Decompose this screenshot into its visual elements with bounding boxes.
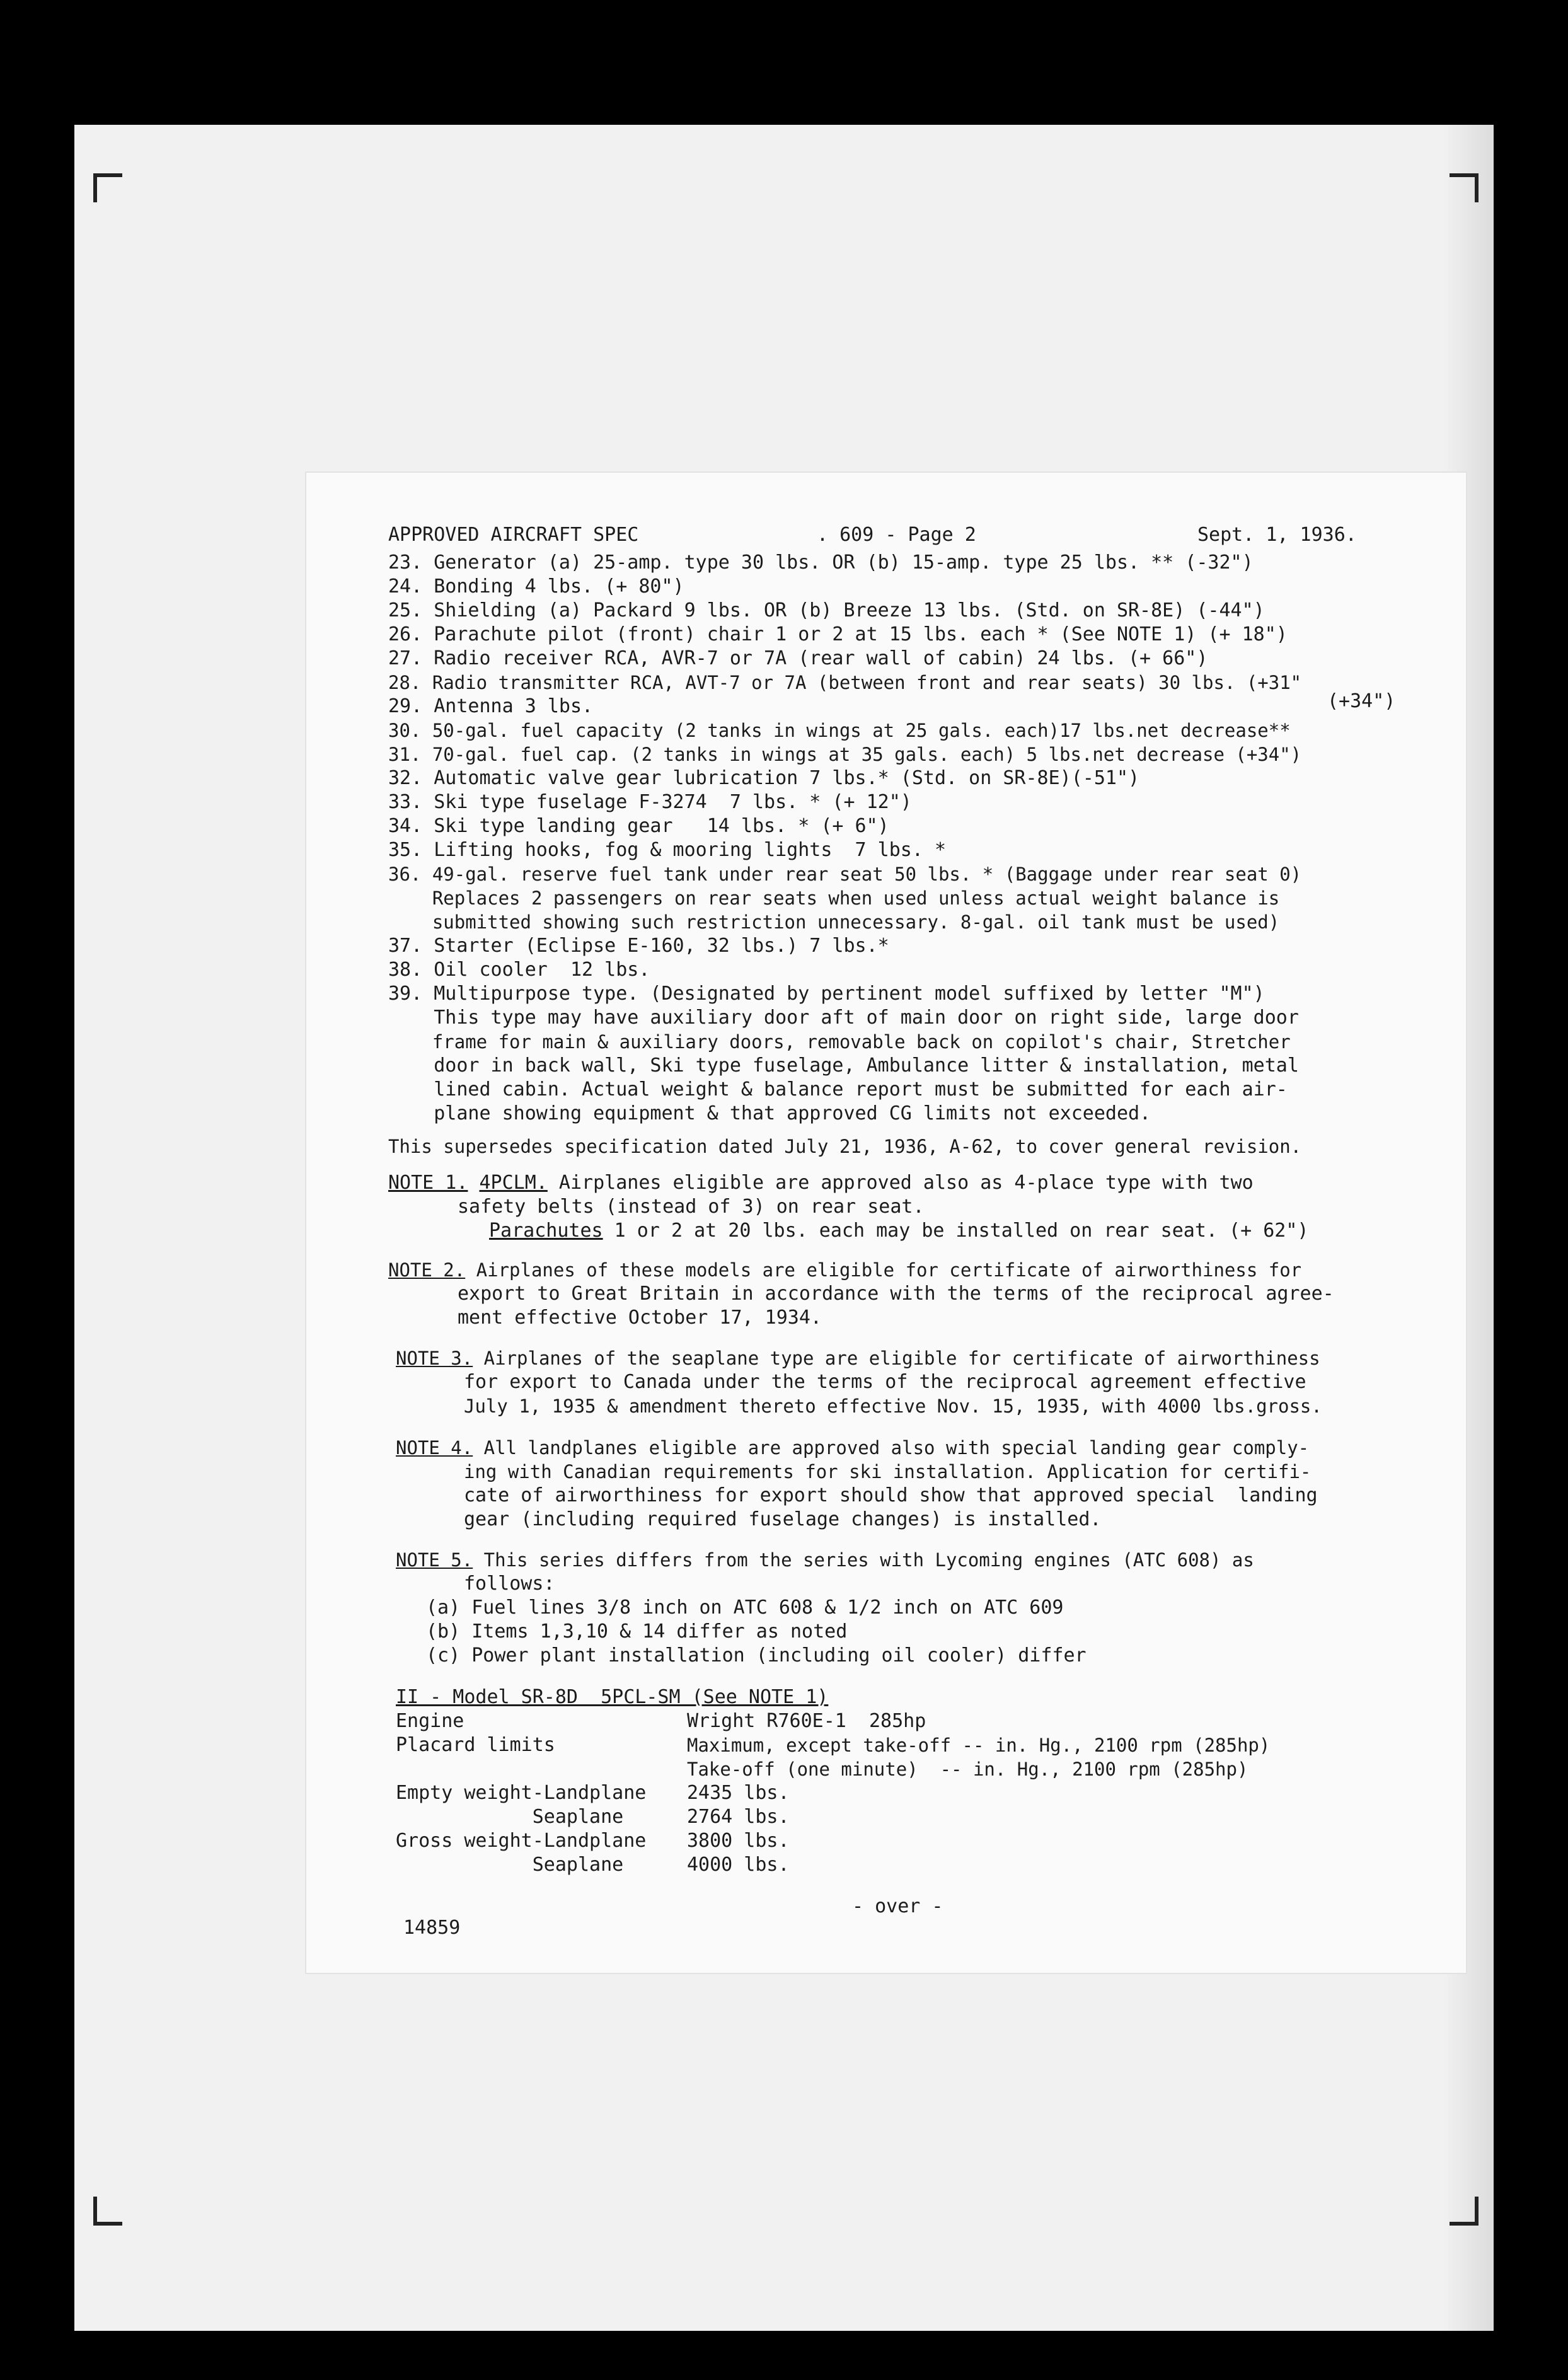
list-item: 30. 50-gal. fuel capacity (2 tanks in wings at 25 gals. each)17 lbs.net decrease** <box>388 720 1291 741</box>
note-5-label: NOTE 5. <box>396 1549 473 1571</box>
list-item: Replaces 2 passengers on rear seats when used unless actual weight balance is <box>388 887 1280 909</box>
item29-arm: (+34") <box>1327 690 1396 712</box>
spec-label: Placard limits <box>396 1734 555 1756</box>
document-page <box>306 473 1466 1973</box>
note-4-text: gear (including required fuselage changes) is installed. <box>464 1508 1102 1530</box>
note-3-text: Airplanes of the seaplane type are eligible for certificate of airworthiness <box>473 1348 1320 1369</box>
document-text <box>306 473 1466 1973</box>
supersedes-line: This supersedes specification dated July 21, 1936, A-62, to cover general revision. <box>388 1136 1302 1157</box>
header-left: APPROVED AIRCRAFT SPEC <box>388 524 639 546</box>
spec-label: Seaplane <box>396 1806 624 1828</box>
note-2-text: Airplanes of these models are eligible for certificate of airworthiness for <box>465 1259 1302 1281</box>
list-item: 27. Radio receiver RCA, AVR-7 or 7A (rear wall of cabin) 24 lbs. (+ 66") <box>388 647 1208 669</box>
note-1-text: Airplanes eligible are approved also as 4-place type with two <box>547 1172 1254 1194</box>
crop-mark-top-right <box>1450 173 1479 202</box>
list-item: lined cabin. Actual weight & balance report must be submitted for each air- <box>388 1078 1288 1100</box>
spec-value: Wright R760E-1 285hp <box>687 1710 926 1732</box>
note-3-label: NOTE 3. <box>396 1348 473 1369</box>
header-center: . 609 - Page 2 <box>817 524 976 546</box>
list-item: 34. Ski type landing gear 14 lbs. * (+ 6") <box>388 815 889 837</box>
spec-label: Seaplane <box>396 1854 624 1876</box>
list-item: 35. Lifting hooks, fog & mooring lights 7 lbs. * <box>388 839 947 861</box>
list-item: 38. Oil cooler 12 lbs. <box>388 959 650 981</box>
list-item: 23. Generator (a) 25-amp. type 30 lbs. OR (b) 15-amp. type 25 lbs. ** (-32") <box>388 552 1254 574</box>
list-item: submitted showing such restriction unnecessary. 8-gal. oil tank must be used) <box>388 911 1280 933</box>
list-item: 36. 49-gal. reserve fuel tank under rear seat 50 lbs. * (Baggage under rear seat 0) <box>388 864 1302 885</box>
parachutes-label: Parachutes <box>489 1220 603 1242</box>
model-heading: II - Model SR-8D 5PCL-SM (See NOTE 1) <box>396 1686 829 1708</box>
spec-value: 2435 lbs. <box>687 1782 790 1804</box>
list-item: plane showing equipment & that approved CG limits not exceeded. <box>388 1102 1151 1124</box>
spec-value: 4000 lbs. <box>687 1854 790 1876</box>
note-3-text: for export to Canada under the terms of the reciprocal agreement effective <box>464 1371 1306 1393</box>
note-2-label: NOTE 2. <box>388 1259 466 1281</box>
crop-mark-bottom-right <box>1450 2197 1479 2226</box>
note-4-text: ing with Canadian requirements for ski installation. Application for certifi- <box>464 1461 1311 1482</box>
note-1-label: NOTE 1. <box>388 1172 468 1194</box>
note-2-text: ment effective October 17, 1934. <box>458 1307 822 1329</box>
spec-label: Engine <box>396 1710 464 1732</box>
spec-label: Empty weight-Landplane <box>396 1782 647 1804</box>
list-item: This type may have auxiliary door aft of main door on right side, large door <box>388 1007 1299 1029</box>
list-item: 33. Ski type fuselage F-3274 7 lbs. * (+ 12") <box>388 791 912 813</box>
note-3-text: July 1, 1935 & amendment thereto effective Nov. 15, 1935, with 4000 lbs.gross. <box>464 1395 1322 1417</box>
note-4-text: cate of airworthiness for export should show that approved special landing <box>464 1484 1318 1506</box>
list-item: 26. Parachute pilot (front) chair 1 or 2 at 15 lbs. each * (See NOTE 1) (+ 18") <box>388 623 1288 645</box>
list-item: 37. Starter (Eclipse E-160, 32 lbs.) 7 lbs.* <box>388 935 889 957</box>
header-date: Sept. 1, 1936. <box>1197 524 1357 546</box>
spec-label: Gross weight-Landplane <box>396 1830 647 1852</box>
note-5-item: (a) Fuel lines 3/8 inch on ATC 608 & 1/2 inch on ATC 609 <box>426 1597 1064 1619</box>
note-1-text: safety belts (instead of 3) on rear seat. <box>458 1196 925 1218</box>
note-4-label: NOTE 4. <box>396 1437 473 1459</box>
note-1-text: 1 or 2 at 20 lbs. each may be installed on rear seat. (+ 62") <box>602 1220 1309 1242</box>
spec-value: 3800 lbs. <box>687 1830 790 1852</box>
note-5-text: follows: <box>464 1573 555 1595</box>
note-1-code: 4PCLM. <box>479 1172 548 1194</box>
over-marker: - over - <box>852 1895 943 1917</box>
note-5-item: (b) Items 1,3,10 & 14 differ as noted <box>426 1620 848 1643</box>
list-item: 29. Antenna 3 lbs. <box>388 695 594 717</box>
document-number: 14859 <box>403 1917 461 1939</box>
note-5-text: This series differs from the series with Lycoming engines (ATC 608) as <box>473 1549 1254 1571</box>
spec-value: Maximum, except take-off -- in. Hg., 2100 rpm (285hp) <box>687 1735 1271 1756</box>
list-item: 24. Bonding 4 lbs. (+ 80") <box>388 575 684 598</box>
spec-value: Take-off (one minute) -- in. Hg., 2100 rpm (285hp) <box>687 1759 1248 1780</box>
crop-mark-top-left <box>93 173 122 202</box>
note-4-text: All landplanes eligible are approved also with special landing gear comply- <box>473 1437 1310 1459</box>
note-2-text: export to Great Britain in accordance with the terms of the reciprocal agree- <box>458 1283 1334 1305</box>
list-item: door in back wall, Ski type fuselage, Ambulance litter & installation, metal <box>388 1054 1299 1077</box>
spec-value: 2764 lbs. <box>687 1806 790 1828</box>
list-item: 25. Shielding (a) Packard 9 lbs. OR (b) Breeze 13 lbs. (Std. on SR-8E) (-44") <box>388 599 1265 621</box>
note-5-item: (c) Power plant installation (including oil cooler) differ <box>426 1644 1087 1667</box>
list-item: frame for main & auxiliary doors, removable back on copilot's chair, Stretcher <box>388 1031 1291 1053</box>
list-item: 28. Radio transmitter RCA, AVT-7 or 7A (between front and rear seats) 30 lbs. (+31" <box>388 672 1302 693</box>
list-item: 39. Multipurpose type. (Designated by pertinent model suffixed by letter "M") <box>388 983 1265 1005</box>
crop-mark-bottom-left <box>93 2197 122 2226</box>
list-item: 31. 70-gal. fuel cap. (2 tanks in wings at 35 gals. each) 5 lbs.net decrease (+34") <box>388 744 1302 765</box>
list-item: 32. Automatic valve gear lubrication 7 lbs.* (Std. on SR-8E)(-51") <box>388 767 1140 789</box>
